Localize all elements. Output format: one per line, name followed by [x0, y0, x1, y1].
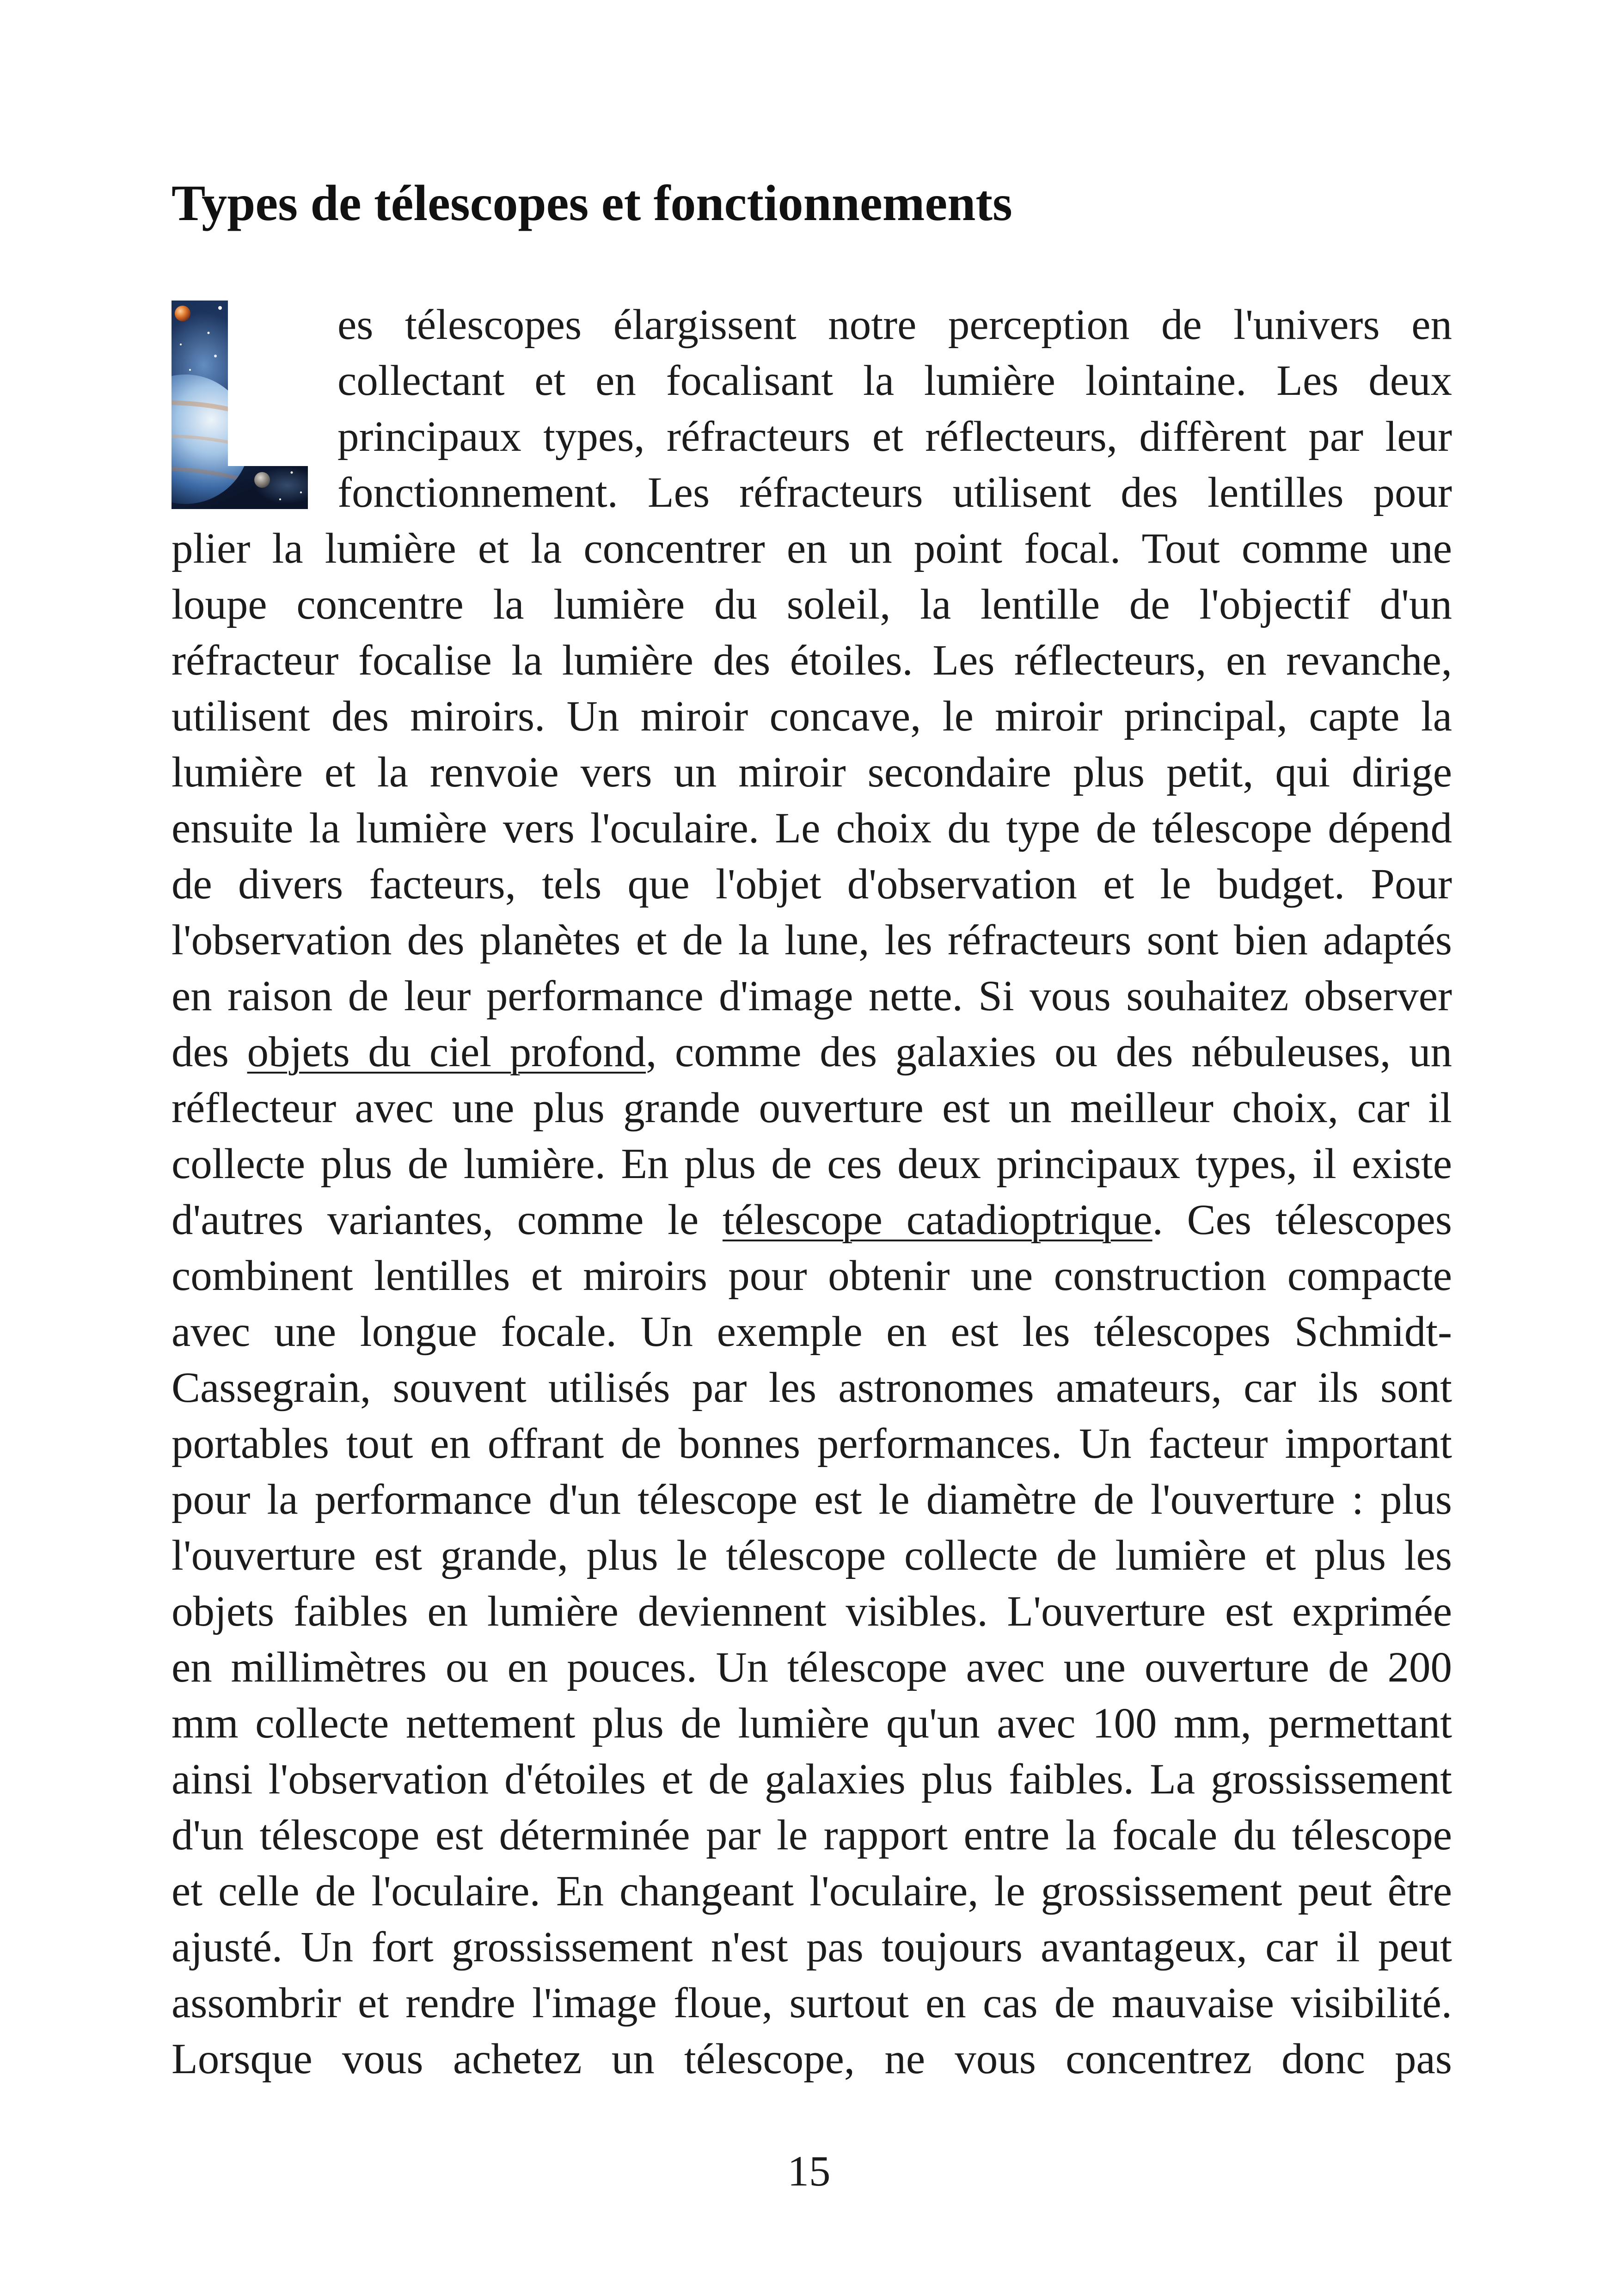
text-run: de divers facteurs, tels que l'objet d'observation et le budget. Pour: [172, 860, 1452, 908]
body-line: [172, 1863, 1452, 1919]
body-line: [172, 1024, 1452, 1080]
text-run: Cassegrain, souvent utilisés par les astronomes amateurs, car ils sont: [172, 1364, 1452, 1412]
text-run: mm collecte nettement plus de lumière qu'un avec 100 mm, permettant: [172, 1700, 1452, 1747]
body-line: [172, 1807, 1452, 1863]
link-objets-du-ciel-profond[interactable]: objets du ciel profond: [247, 1028, 646, 1076]
body-line: [172, 1416, 1452, 1472]
body-line: [172, 1584, 1452, 1639]
body-line: [172, 1360, 1452, 1416]
body-line: [172, 800, 1452, 856]
text-run: assombrir et rendre l'image floue, surtout en cas de mauvaise visibilité.: [172, 1979, 1452, 2027]
body-line: [172, 1528, 1452, 1584]
text-run: d'autres variantes, comme le: [172, 1196, 723, 1244]
body-line: [337, 409, 1452, 465]
text-run: réfracteur focalise la lumière des étoiles. Les réflecteurs, en revanche,: [172, 637, 1452, 684]
text-run: objets faibles en lumière deviennent visibles. L'ouverture est exprimée: [172, 1588, 1452, 1635]
text-run: combinent lentilles et miroirs pour obtenir une construction compacte: [172, 1252, 1452, 1300]
text-run: collectant et en focalisant la lumière lointaine. Les deux: [337, 357, 1452, 405]
text-run: pour la performance d'un télescope est le diamètre de l'ouverture : plus: [172, 1476, 1452, 1523]
page-number: 15: [787, 2148, 831, 2195]
body-line: [172, 521, 1452, 577]
body-line: [172, 1975, 1452, 2031]
body-line: [172, 1136, 1452, 1192]
text-run: avec une longue focale. Un exemple en est les télescopes Schmidt-: [172, 1308, 1452, 1356]
text-run: portables tout en offrant de bonnes performances. Un facteur important: [172, 1420, 1452, 1467]
body-line: [172, 856, 1452, 912]
text-run: fonctionnement. Les réfracteurs utilisent des lentilles pour: [337, 469, 1452, 516]
body-line: [337, 297, 1452, 353]
body-line: [172, 1639, 1452, 1695]
text-run: ainsi l'observation d'étoiles et de galaxies plus faibles. La grossissement: [172, 1756, 1452, 1803]
text-run: l'observation des planètes et de la lune, les réfracteurs sont bien adaptés: [172, 916, 1452, 964]
body-line: [172, 1304, 1452, 1360]
body-line: [172, 1248, 1452, 1304]
text-run: Lorsque vous achetez un télescope, ne vous concentrez donc pas: [172, 2035, 1452, 2083]
text-run: en raison de leur performance d'image nette. Si vous souhaitez observer: [172, 972, 1452, 1020]
body-line: [172, 632, 1452, 688]
text-run: collecte plus de lumière. En plus de ces deux principaux types, il existe: [172, 1140, 1452, 1188]
body-line: [172, 2031, 1452, 2087]
text-run: utilisent des miroirs. Un miroir concave, le miroir principal, capte la: [172, 693, 1452, 740]
body-line: [172, 968, 1452, 1024]
section-title: Types de télescopes et fonctionnements: [172, 175, 1012, 231]
link-telescope-catadioptrique[interactable]: télescope catadioptrique: [722, 1196, 1152, 1244]
text-run: . Ces télescopes: [1152, 1196, 1452, 1244]
body-line: [172, 1919, 1452, 1975]
text-run: en millimètres ou en pouces. Un télescope avec une ouverture de 200: [172, 1644, 1452, 1691]
text-run: ensuite la lumière vers l'oculaire. Le choix du type de télescope dépend: [172, 804, 1452, 852]
body-line: [172, 1080, 1452, 1136]
body-line: [172, 577, 1452, 632]
text-run: loupe concentre la lumière du soleil, la lentille de l'objectif d'un: [172, 581, 1452, 628]
body-line: [172, 1192, 1452, 1248]
body-line: [172, 1695, 1452, 1751]
body-line: [172, 1751, 1452, 1807]
text-run: plier la lumière et la concentrer en un point focal. Tout comme une: [172, 525, 1452, 572]
body-line: [337, 353, 1452, 409]
text-run: l'ouverture est grande, plus le télescope collecte de lumière et plus les: [172, 1532, 1452, 1579]
text-run: et celle de l'oculaire. En changeant l'oculaire, le grossissement peut être: [172, 1867, 1452, 1915]
body-line: [172, 744, 1452, 800]
text-run: lumière et la renvoie vers un miroir secondaire plus petit, qui dirige: [172, 749, 1452, 796]
text-run: , comme des galaxies ou des nébuleuses, un: [646, 1028, 1452, 1076]
text-run: des: [172, 1028, 247, 1076]
body-line: [172, 688, 1452, 744]
body-line: [337, 465, 1452, 521]
text-run: d'un télescope est déterminée par le rapport entre la focale du télescope: [172, 1811, 1452, 1859]
body-text: [172, 297, 1452, 2087]
text-run: es télescopes élargissent notre perception de l'univers en: [337, 301, 1452, 349]
text-run: réflecteur avec une plus grande ouverture est un meilleur choix, car il: [172, 1084, 1452, 1132]
body-line: [172, 912, 1452, 968]
text-run: principaux types, réfracteurs et réflecteurs, diffèrent par leur: [337, 413, 1452, 460]
text-run: ajusté. Un fort grossissement n'est pas toujours avantageux, car il peut: [172, 1923, 1452, 1971]
body-line: [172, 1472, 1452, 1528]
